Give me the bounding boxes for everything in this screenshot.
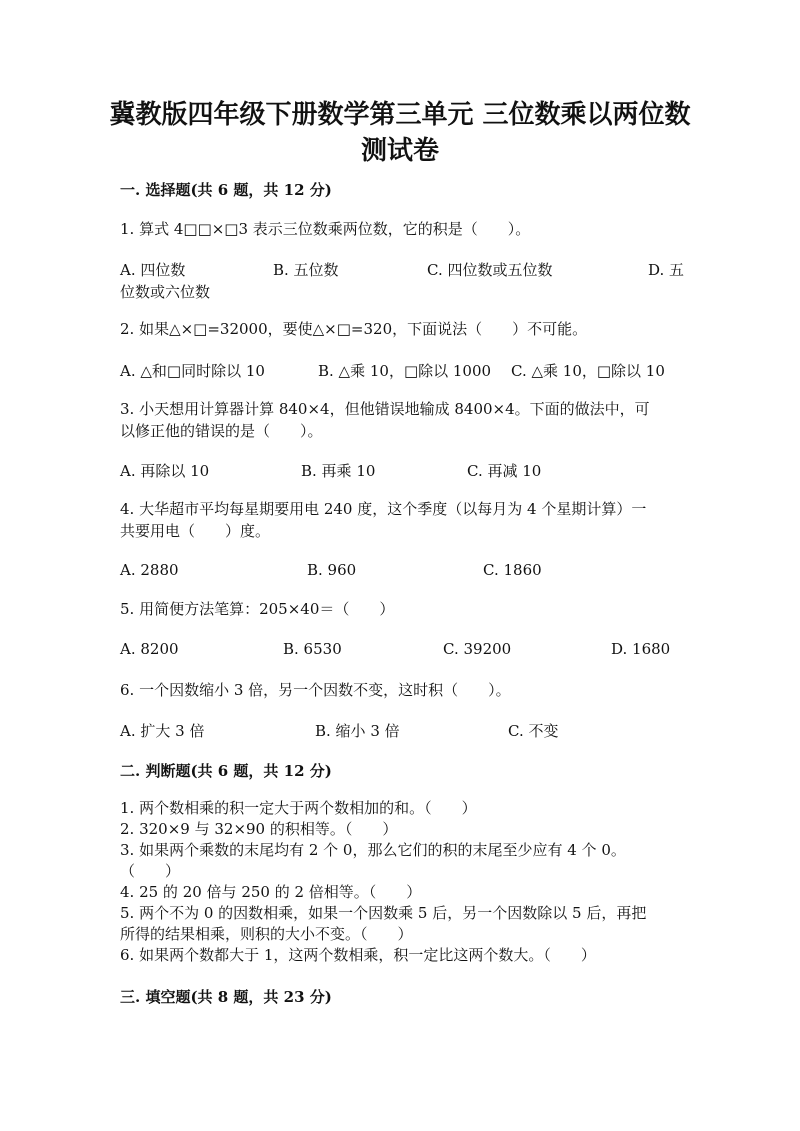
question-2-text: 2. 如果△×□=32000，要使△×□=320，下面说法（ ）不可能。 <box>120 320 588 338</box>
question-3-text-line-2: 以修正他的错误的是（ ）。 <box>120 422 323 440</box>
true-false-line: 所得的结果相乘，则积的大小不变。（ ） <box>120 925 413 943</box>
true-false-line: 5. 两个不为 0 的因数相乘，如果一个因数乘 5 后，另一个因数除以 5 后，再把 <box>120 904 647 922</box>
question-1-option-a: A. 四位数 <box>120 261 186 279</box>
section-heading-fill-in: 三. 填空题(共 8 题，共 23 分) <box>120 988 332 1006</box>
question-5-option-b: B. 6530 <box>283 640 342 658</box>
true-false-line: 2. 320×9 与 32×90 的积相等。（ ） <box>120 820 398 838</box>
question-3-option-b: B. 再乘 10 <box>301 462 376 480</box>
question-6-option-a: A. 扩大 3 倍 <box>120 722 205 740</box>
question-5-option-a: A. 8200 <box>120 640 179 658</box>
question-2-option-c: C. △乘 10，□除以 10 <box>511 362 665 380</box>
question-5-option-c: C. 39200 <box>443 640 512 658</box>
title-line-2: 测试卷 <box>360 136 439 166</box>
question-4-option-b: B. 960 <box>307 561 357 579</box>
question-1-option-b: B. 五位数 <box>273 261 339 279</box>
question-3-option-c: C. 再减 10 <box>467 462 542 480</box>
true-false-line: 1. 两个数相乘的积一定大于两个数相加的和。（ ） <box>120 799 477 817</box>
question-1-option-c: C. 四位数或五位数 <box>427 261 553 279</box>
question-1-option-d-continued: 位数或六位数 <box>120 283 211 301</box>
title-line-1: 冀教版四年级下册数学第三单元 三位数乘以两位数 <box>109 100 691 130</box>
question-1-option-d: D. 五 <box>648 261 685 279</box>
question-3-option-a: A. 再除以 10 <box>120 462 210 480</box>
question-4-text-line-2: 共要用电（ ）度。 <box>120 522 271 540</box>
question-2-option-b: B. △乘 10，□除以 1000 <box>318 362 492 380</box>
question-3-text-line-1: 3. 小天想用计算器计算 840×4，但他错误地输成 8400×4。下面的做法中，可 <box>120 400 650 418</box>
section-heading-true-false: 二. 判断题(共 6 题，共 12 分) <box>120 762 332 780</box>
question-4-option-c: C. 1860 <box>483 561 542 579</box>
question-4-option-a: A. 2880 <box>120 561 179 579</box>
question-6-text: 6. 一个因数缩小 3 倍，另一个因数不变，这时积（ ）。 <box>120 681 511 699</box>
question-6-option-c: C. 不变 <box>508 722 559 740</box>
section-heading-choice: 一. 选择题(共 6 题，共 12 分) <box>120 181 332 199</box>
question-2-option-a: A. △和□同时除以 10 <box>120 362 265 380</box>
true-false-line: （ ） <box>120 862 181 880</box>
true-false-line: 3. 如果两个乘数的末尾均有 2 个 0，那么它们的积的末尾至少应有 4 个 0。 <box>120 841 626 859</box>
true-false-line: 6. 如果两个数都大于 1，这两个数相乘，积一定比这两个数大。（ ） <box>120 946 596 964</box>
question-5-option-d: D. 1680 <box>611 640 671 658</box>
question-1-text: 1. 算式 4□□×□3 表示三位数乘两位数，它的积是（ ）。 <box>120 220 531 238</box>
question-5-text: 5. 用简便方法笔算：205×40＝（ ） <box>120 600 395 618</box>
true-false-line: 4. 25 的 20 倍与 250 的 2 倍相等。（ ） <box>120 883 422 901</box>
question-6-option-b: B. 缩小 3 倍 <box>315 722 400 740</box>
question-4-text-line-1: 4. 大华超市平均每星期要用电 240 度，这个季度（以每月为 4 个星期计算）一 <box>120 500 647 518</box>
